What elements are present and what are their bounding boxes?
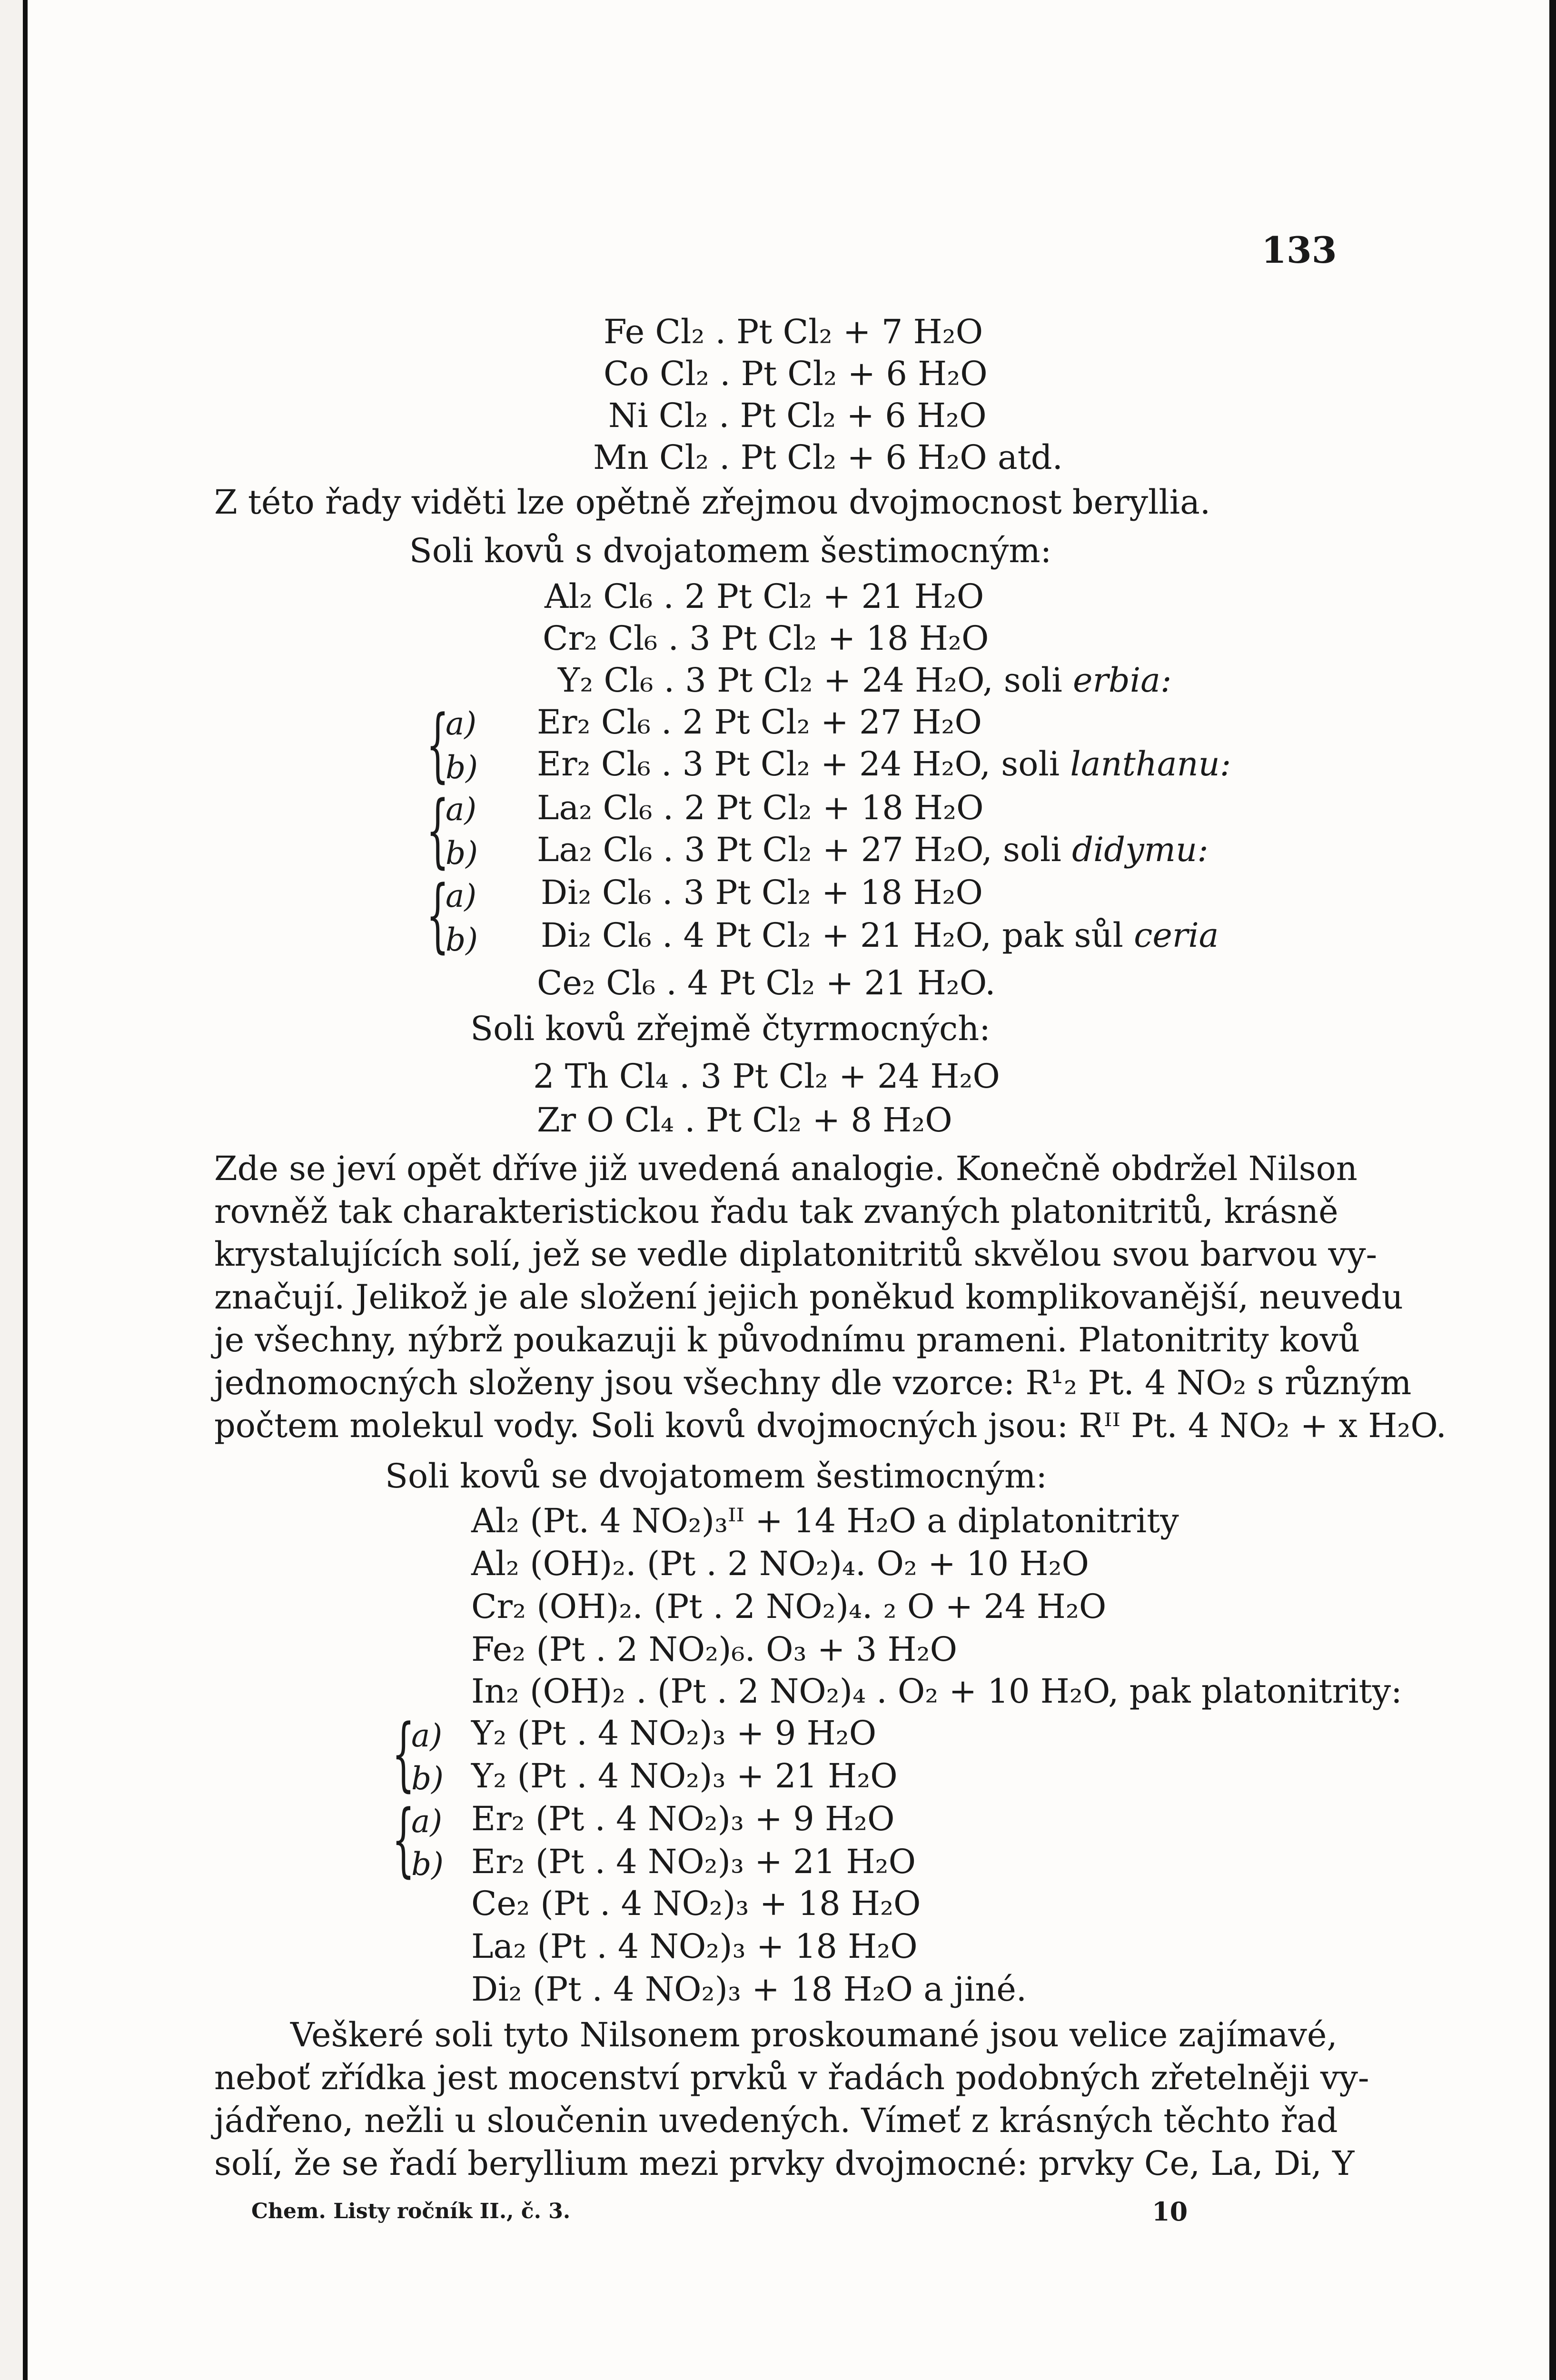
- formula-line: Y₂ Cl₆ . 3 Pt Cl₂ + 24 H₂O, soli erbia:: [558, 661, 1172, 700]
- formula-line: Cr₂ Cl₆ . 3 Pt Cl₂ + 18 H₂O: [543, 619, 989, 658]
- text-line: Zde se jeví opět dříve již uvedená analogie. Konečně obdržel Nilson: [214, 1149, 1358, 1188]
- text-line: jádřeno, nežli u sloučenin uvedených. Vímeť z krásných těchto řad: [214, 2101, 1338, 2140]
- label-a: a): [446, 791, 477, 828]
- section-heading: Soli kovů se dvojatomem šestimocným:: [385, 1457, 1047, 1496]
- text-line: je všechny, nýbrž poukazuji k původnímu prameni. Platonitrity kovů: [214, 1320, 1360, 1359]
- text-line: počtem molekul vody. Soli kovů dvojmocných jsou: Rᴵᴵ Pt. 4 NO₂ + x H₂O.: [214, 1406, 1447, 1445]
- formula-line: Er₂ Cl₆ . 2 Pt Cl₂ + 27 H₂O: [537, 703, 982, 742]
- section-heading: Soli kovů s dvojatomem šestimocným:: [409, 531, 1052, 570]
- formula-line: Di₂ Cl₆ . 3 Pt Cl₂ + 18 H₂O: [541, 873, 983, 912]
- text-line: Veškeré soli tyto Nilsonem proskoumané jsou velice zajímavé,: [290, 2015, 1338, 2054]
- text-line: krystalujících solí, jež se vedle diplatonitritů skvělou svou barvou vy-: [214, 1235, 1378, 1274]
- scan-right-edge: [1549, 0, 1556, 2380]
- formula-line: Di₂ (Pt . 4 NO₂)₃ + 18 H₂O a jiné.: [471, 1970, 1027, 2009]
- formula-line: Er₂ (Pt . 4 NO₂)₃ + 21 H₂O: [471, 1842, 916, 1881]
- paragraph-platonitrites: [214, 1147, 1447, 1447]
- label-b: b): [446, 749, 478, 786]
- element-note: didymu:: [1072, 830, 1209, 869]
- text-line: Z této řady viděti lze opětně zřejmou dvojmocnost beryllia.: [214, 483, 1211, 522]
- text-line: solí, že se řadí beryllium mezi prvky dvojmocné: prvky Ce, La, Di, Y: [214, 2144, 1355, 2183]
- element-note: erbia:: [1073, 661, 1172, 700]
- formula-line: Al₂ Cl₆ . 2 Pt Cl₂ + 21 H₂O: [545, 577, 984, 616]
- page-number: 133: [1261, 229, 1337, 271]
- element-note: lanthanu:: [1070, 744, 1231, 783]
- journal-reference: Chem. Listy ročník II., č. 3.: [251, 2199, 571, 2223]
- signature-mark: 10: [1152, 2196, 1188, 2227]
- formula-line: Er₂ Cl₆ . 3 Pt Cl₂ + 24 H₂O, soli lanthanu:: [537, 744, 1231, 783]
- formula-line: La₂ Cl₆ . 2 Pt Cl₂ + 18 H₂O: [537, 788, 984, 827]
- brace-pair: {: [426, 698, 449, 791]
- formula-line: La₂ Cl₆ . 3 Pt Cl₂ + 27 H₂O, soli didymu:: [537, 830, 1209, 869]
- formula-line: Y₂ (Pt . 4 NO₂)₃ + 21 H₂O: [471, 1756, 898, 1795]
- series-statement: [214, 481, 1323, 524]
- scan-left-edge: [0, 0, 28, 2380]
- label-b: b): [411, 1846, 444, 1883]
- formula-line: La₂ (Pt . 4 NO₂)₃ + 18 H₂O: [471, 1927, 918, 1966]
- label-b: b): [411, 1760, 444, 1797]
- formula-line: Cr₂ (OH)₂. (Pt . 2 NO₂)₄. ₂ O + 24 H₂O: [471, 1587, 1107, 1626]
- formula-line: Al₂ (Pt. 4 NO₂)₃ᴵᴵ + 14 H₂O a diplatonitrity: [471, 1501, 1179, 1540]
- formula-line: Fe₂ (Pt . 2 NO₂)₆. O₃ + 3 H₂O: [471, 1630, 958, 1669]
- formula-line: Al₂ (OH)₂. (Pt . 2 NO₂)₄. O₂ + 10 H₂O: [471, 1544, 1089, 1583]
- formula-line: 2 Th Cl₄ . 3 Pt Cl₂ + 24 H₂O: [533, 1057, 1000, 1096]
- label-b: b): [446, 922, 478, 958]
- label-a: a): [446, 878, 477, 914]
- formula-line: Di₂ Cl₆ . 4 Pt Cl₂ + 21 H₂O, pak sůl ceria: [541, 916, 1219, 955]
- formula-line: In₂ (OH)₂ . (Pt . 2 NO₂)₄ . O₂ + 10 H₂O, pak platonitrity:: [471, 1672, 1402, 1711]
- text-line: rovněž tak charakteristickou řadu tak zvaných platonitritů, krásně: [214, 1192, 1338, 1231]
- label-a: a): [411, 1717, 443, 1754]
- paragraph-conclusion: [214, 2013, 1369, 2185]
- text-line: jednomocných složeny jsou všechny dle vzorce: R¹₂ Pt. 4 NO₂ s různým: [214, 1363, 1412, 1402]
- brace-pair: {: [392, 1707, 415, 1800]
- formula-line: Y₂ (Pt . 4 NO₂)₃ + 9 H₂O: [471, 1714, 877, 1753]
- label-a: a): [411, 1803, 443, 1840]
- label-b: b): [446, 835, 478, 872]
- formula-line: Ni Cl₂ . Pt Cl₂ + 6 H₂O: [608, 396, 987, 435]
- element-note: ceria: [1134, 916, 1219, 955]
- brace-pair: {: [426, 783, 449, 877]
- formula-line: Er₂ (Pt . 4 NO₂)₃ + 9 H₂O: [471, 1799, 895, 1838]
- formula-line: Fe Cl₂ . Pt Cl₂ + 7 H₂O: [604, 312, 983, 351]
- section-heading: Soli kovů zřejmě čtyrmocných:: [470, 1009, 991, 1048]
- formula-line: Co Cl₂ . Pt Cl₂ + 6 H₂O: [604, 354, 988, 393]
- brace-pair: {: [392, 1793, 415, 1886]
- text-line: neboť zřídka jest mocenství prvků v řadách podobných zřetelněji vy-: [214, 2058, 1369, 2097]
- label-a: a): [446, 705, 477, 742]
- formula-line: Mn Cl₂ . Pt Cl₂ + 6 H₂O atd.: [593, 438, 1063, 477]
- formula-line: Zr O Cl₄ . Pt Cl₂ + 8 H₂O: [537, 1101, 952, 1140]
- brace-pair: {: [426, 868, 449, 962]
- formula-line: Ce₂ (Pt . 4 NO₂)₃ + 18 H₂O: [471, 1884, 921, 1923]
- formula-line: Ce₂ Cl₆ . 4 Pt Cl₂ + 21 H₂O.: [537, 963, 996, 1002]
- text-line: značují. Jelikož je ale složení jejich poněkud komplikovanější, neuvedu: [214, 1278, 1403, 1317]
